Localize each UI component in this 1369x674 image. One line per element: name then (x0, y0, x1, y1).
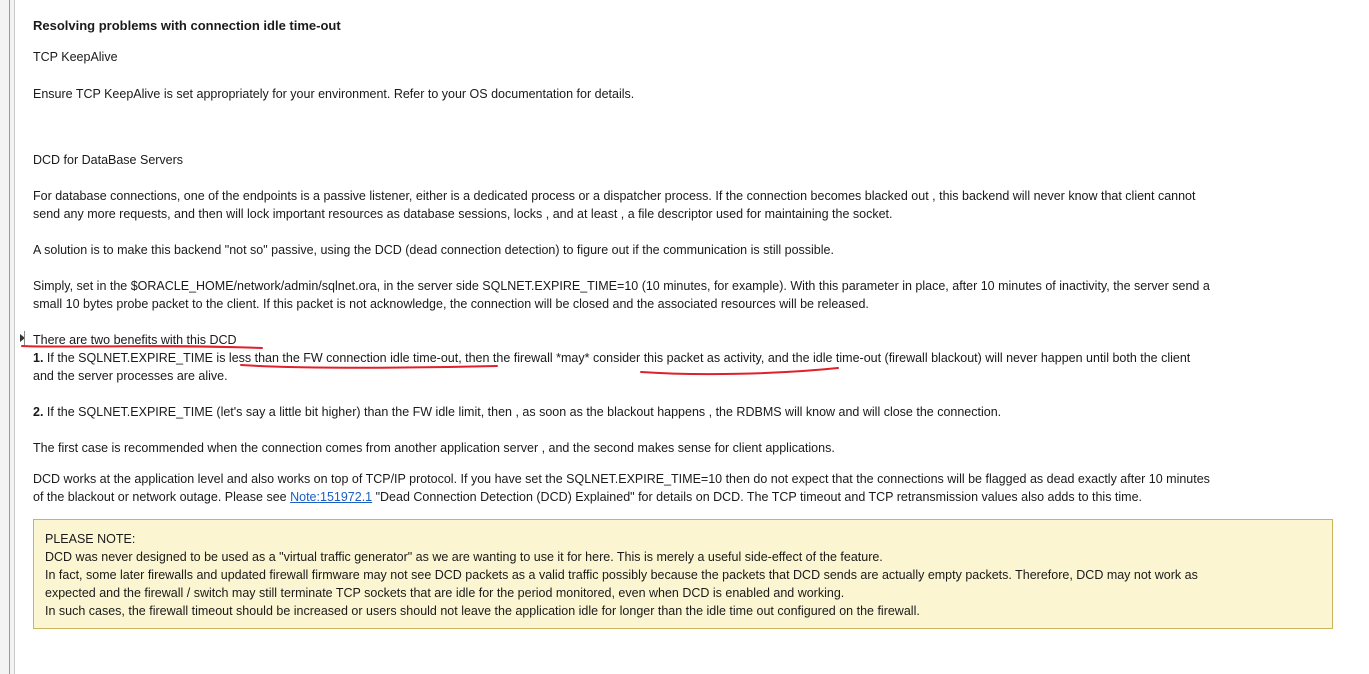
benefit-1-line-2: and the server processes are alive. (33, 369, 228, 383)
dcd-paragraph-3-line-2: small 10 bytes probe packet to the client. If this packet is not acknowledge, the connection will be closed and the associated resources will be released. (33, 297, 869, 311)
left-margin-bar (0, 0, 15, 674)
benefit-2-number: 2. (33, 405, 44, 419)
benefit-1-text: If the SQLNET.EXPIRE_TIME is less than the FW connection idle time-out, then the firewall *may* consider this packet as activity, and the idle time-out (firewall blackout) will never happen until both the client (43, 351, 1191, 365)
note-heading: PLEASE NOTE: (45, 532, 136, 546)
tcp-heading: TCP KeepAlive (33, 50, 118, 64)
underline-consider-activity (641, 368, 838, 374)
dcd-paragraph-2: A solution is to make this backend "not so" passive, using the DCD (dead connection detection) to figure out if the communication is still possible. (33, 243, 834, 257)
benefit-1-line-1 (33, 349, 1190, 367)
dcd-paragraph-1-line-1: For database connections, one of the endpoints is a passive listener, either is a dedicated process or a dispatcher process. If the connection becomes blacked out , this backend will never know that client cannot (33, 189, 1196, 203)
note-line-4: In such cases, the firewall timeout should be increased or users should not leave the application idle for longer than the idle time out configured on the firewall. (45, 604, 920, 618)
dcd-paragraph-5-line-2 (33, 488, 1142, 506)
dcd-heading: DCD for DataBase Servers (33, 153, 184, 167)
dcd-paragraph-4: The first case is recommended when the connection comes from another application server , and the second makes sense for client applications. (33, 441, 835, 455)
note-151972-link[interactable]: Note:151972.1 (290, 490, 373, 504)
paragraph-5-suffix: "Dead Connection Detection (DCD) Explained" for details on DCD. The TCP timeout and TCP retransmission values also adds to this time. (372, 490, 1143, 504)
benefit-2-text: If the SQLNET.EXPIRE_TIME (let's say a little bit higher) than the FW idle limit, then , as soon as the blackout happens , the RDBMS will know and will close the connection. (43, 405, 1002, 419)
benefits-intro: There are two benefits with this DCD (33, 333, 237, 347)
dcd-paragraph-5-line-1: DCD works at the application level and also works on top of TCP/IP protocol. If you have set the SQLNET.EXPIRE_TIME=10 then do not expect that the connections will be flagged as dead exactly after 10 minutes (33, 472, 1210, 486)
page-title: Resolving problems with connection idle time-out (33, 18, 341, 33)
benefit-2 (33, 403, 1001, 421)
gutter-tick (24, 331, 25, 345)
dcd-paragraph-1-line-2: send any more requests, and then will lock important resources as database sessions, locks , and at least , a file descriptor used for maintaining the socket. (33, 207, 893, 221)
note-line-1: DCD was never designed to be used as a "virtual traffic generator" as we are wanting to use it for here. This is merely a useful side-effect of the feature. (45, 550, 883, 564)
paragraph-5-prefix: of the blackout or network outage. Please see (33, 490, 291, 504)
dcd-paragraph-3-line-1: Simply, set in the $ORACLE_HOME/network/admin/sqlnet.ora, in the server side SQLNET.EXPIRE_TIME=10 (10 minutes, for example). With this parameter in place, after 10 minutes of inactivity, the server send a (33, 279, 1210, 293)
benefit-1-number: 1. (33, 351, 44, 365)
note-line-3: expected and the firewall / switch may still terminate TCP sockets that are idle for the period monitored, even when DCD is enabled and working. (45, 586, 845, 600)
tcp-text: Ensure TCP KeepAlive is set appropriately for your environment. Refer to your OS documentation for details. (33, 87, 635, 101)
note-line-2: In fact, some later firewalls and updated firewall firmware may not see DCD packets as a valid traffic possibly because the packets that DCD sends are actually empty packets. Therefore, DCD may not work as (45, 568, 1198, 582)
please-note-box (33, 519, 1333, 629)
